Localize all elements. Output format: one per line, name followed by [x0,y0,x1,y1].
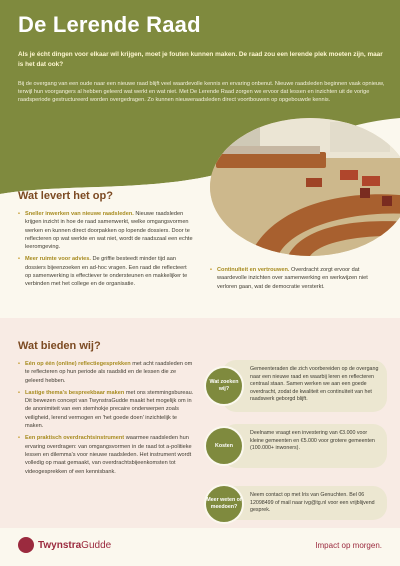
slogan: Impact op morgen. [315,541,382,550]
info-card-label: Meer weten of meedoen? [206,497,242,510]
bullet-icon: • [18,211,20,217]
bieden-list [18,360,196,480]
list-item [18,210,193,251]
list-item-bold: Continuïteit en vertrouwen. [217,267,290,273]
list-item-text: waarmee raadsleden hun ervaring overdragen: van omgangsvormen in de raad tot a-politieke lessen en dilemma's voor nieuwe raadsleden. Het instrument wordt volledig op maat gemaakt, van overdrachtsbijeenkomsten tot videogesprekken of een kennisbank. [25,435,192,475]
list-item-bold: Sneller inwerken van nieuwe raadsleden. [25,211,134,217]
list-item [18,255,193,288]
info-card-text: Deelname vraagt een investering van €3.000 voor kleine gemeenten en €5.000 voor grotere gemeenten (100.000+ inwoners). [250,430,375,452]
list-item-bold: Lastige thema's bespreekbaar maken [25,389,125,396]
bullet-icon: • [18,256,20,263]
list-item-text: met acht raadsleden om te reflecteren op hun periode als raadslid en de lessen die ze geleerd hebben. [25,361,193,384]
info-card-text: Neem contact op met Iris van Genuchten. Bel 06 12098499 of mail naar ivg@tg.nl voor een vrijblijvend gesprek. [250,492,375,514]
list-item-text: Overdracht zorgt ervoor dat waardevolle inzichten over samenwerking en werkwijzen niet verloren gaan, wat de democratie versterkt. [217,267,368,290]
logo-text-b: Gudde [81,539,112,551]
info-card-label: Wat zoeken wij? [209,379,239,392]
levert-column-left [18,210,193,293]
bullet-icon: • [18,435,20,442]
list-item [210,266,385,291]
info-card-wat-zoeken [222,360,387,412]
list-item-bold: Meer ruimte voor advies. [25,256,91,263]
logo-icon [18,537,34,553]
list-item-text: Nieuwe raadsleden krijgen inzicht in hoe de raad samenwerkt, welke omgangsvormen werken en kunnen direct doorpakken op lopende dossiers. Door te reflecteren op wat werkte en wat niet, wordt de raadszaal een echte leeromgeving. [25,211,193,251]
info-card-contact [222,486,387,520]
section-heading-bieden: Wat bieden wij? [18,340,101,352]
list-item [18,360,196,385]
levert-column-right [210,266,385,295]
bullet-icon: • [210,267,212,273]
brand-logo [18,537,111,553]
info-card-label-circle [204,426,244,466]
logo-text-a: Twynstra [38,539,82,551]
list-item-bold: Een praktisch overdrachtsinstrument [25,435,125,442]
info-card-label-circle [204,484,244,524]
list-item-text: De griffie besteedt minder tijd aan dossiers bijeenzoeken en ad-hoc vragen. Een raad die reflecteert op samenwerking is effectiever te ondersteunen en makkelijker te verbinden met het college en de organisatie. [25,256,188,288]
info-card-label: Kosten [215,442,233,449]
intro-text: Bij de overgang van een oude naar een nieuwe raad blijft veel waardevolle kennis en ervaring onbenut. Nieuwe raadsleden beginnen vaak opnieuw, terwijl hun voorgangers al hebben geleerd wat werkt en wat niet. Met De Lerende Raad zorgen we ervoor dat lessen en inzichten uit de vorige raadsperiode gestructureerd worden overgedragen. Zo kunnen nieuweraadsleden direct voortbouwen op opgebouwde kennis. [18,81,385,104]
bullet-icon: • [18,389,20,396]
list-item [18,434,196,475]
info-card-text: Gemeenteraden die zich voorbereiden op de overgang naar een nieuwe raad en waarbij leren en reflecteren centraal staan. Samen werken we aan een goede overdracht, zodat de kwaliteit en continuïteit van het raadswerk geborgd blijft. [250,366,379,403]
page-title: De Lerende Raad [18,12,201,37]
list-item [18,389,196,430]
council-chamber-photo [210,118,400,256]
list-item-text: met ons stemmingsbureau. Dit bewezen concept van TwynstraGudde maakt het mogelijk om in de anonimiteit van een stemhokje precaire onderwerpen zoals veiligheid, lerend vermogen en 'het goede doen' inzichtelijk te maken. [25,389,194,430]
logo-text [38,540,111,551]
bullet-icon: • [18,361,20,367]
info-card-kosten [222,424,387,468]
lead-text: Als je écht dingen voor elkaar wil krijgen, moet je fouten kunnen maken. De raad zou een lerende plek moeten zijn, maar is het dat ook? [18,51,383,68]
list-item-bold: Eén op één (online) reflectiegesprekken [25,361,131,367]
section-heading-levert: Wat levert het op? [18,190,113,202]
info-card-label-circle [204,366,244,406]
